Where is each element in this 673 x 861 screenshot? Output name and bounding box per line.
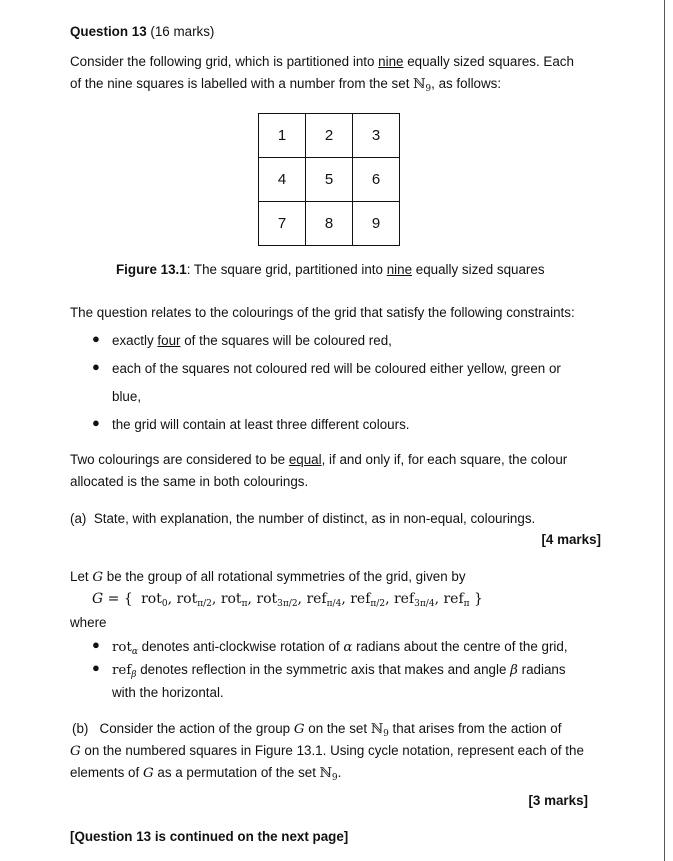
part-b-text: that arises from the action of [388, 721, 562, 736]
constraint-text: of the squares will be coloured red, [180, 333, 392, 348]
part-b-text: elements of [70, 765, 143, 780]
group-text: be the group of all rotational symmetries of the grid, given by [103, 569, 466, 584]
part-a [70, 508, 535, 529]
part-b-text: on the set [304, 721, 371, 736]
equation-close: } [469, 591, 483, 607]
constraints-lead: The question relates to the colourings of the grid that satisfy the following constraints: [70, 305, 575, 320]
continued-footer [70, 826, 348, 847]
group-element: rot [256, 591, 278, 607]
set-symbol: ℕ [370, 722, 384, 737]
alpha-symbol: α [343, 640, 353, 655]
where-rot [112, 636, 568, 658]
equal-definition-line-2: allocated is the same in both colourings. [70, 474, 309, 489]
grid-row [259, 202, 400, 246]
part-b-text: as a permutation of the set [153, 765, 320, 780]
equal-text: Two colourings are considered to be [70, 452, 289, 467]
footer-text: [Question 13 is continued on the next page] [70, 829, 349, 844]
part-a-marks [541, 529, 601, 550]
set-subscript: 9 [425, 84, 432, 94]
equal-text: , if and only if, for each square, the colour [321, 452, 568, 467]
question-header [70, 21, 214, 42]
group-definition-line-1 [70, 566, 466, 588]
equation-open: = { [103, 591, 138, 607]
grid-cell: 2 [306, 114, 353, 158]
where-ref-line-2: with the horizontal. [112, 685, 224, 700]
ref-subscript: β [131, 670, 137, 680]
caption-nine: nine [386, 262, 413, 277]
element-subscript: π/2 [197, 599, 212, 609]
grid-cell: 4 [259, 158, 306, 202]
part-b-line-3 [70, 762, 341, 784]
part-a-label: (a) [70, 511, 87, 526]
question-title: Question 13 [70, 24, 147, 39]
group-symbol: G [70, 744, 81, 759]
grid-cell: 3 [353, 114, 400, 158]
grid-cell: 6 [353, 158, 400, 202]
intro-text: equally sized squares. Each [403, 54, 574, 69]
rot-symbol: rot [112, 640, 132, 655]
group-element: ref [306, 591, 327, 607]
element-subscript: 3π/4 [414, 599, 435, 609]
set-symbol: ℕ [319, 766, 332, 781]
where-label: where [70, 615, 107, 630]
equal-definition-line-1 [70, 449, 567, 470]
part-b-line-2 [70, 740, 584, 762]
intro-line-1 [70, 51, 574, 72]
intro-nine: nine [378, 54, 404, 69]
question-marks: (16 marks) [150, 24, 215, 39]
constraint-3: the grid will contain at least three different colours. [112, 417, 410, 432]
group-element: ref [443, 591, 464, 607]
marks-label: [3 marks] [528, 793, 588, 808]
part-b-line-1 [72, 718, 561, 740]
figure-label: Figure 13.1 [116, 262, 187, 277]
grid-cell: 1 [259, 114, 306, 158]
set-subscript: 9 [331, 773, 338, 783]
intro-text: , as follows: [431, 76, 502, 91]
element-subscript: π [463, 599, 470, 609]
part-b-marks [528, 790, 588, 811]
beta-symbol: β [510, 663, 518, 678]
element-subscript: 3π/2 [277, 599, 298, 609]
page-edge-line [664, 0, 665, 861]
element-subscript: π/4 [326, 599, 342, 609]
group-element: rot [220, 591, 242, 607]
grid-cell: 9 [353, 202, 400, 246]
grid-cell: 5 [306, 158, 353, 202]
bullet-icon: ● [92, 637, 100, 652]
constraint-text: exactly [112, 333, 158, 348]
grid-cell: 8 [306, 202, 353, 246]
caption-text: : The square grid, partitioned into [186, 262, 387, 277]
bullet-icon: ● [92, 660, 100, 675]
element-subscript: 0 [161, 599, 168, 609]
part-b-text: on the numbered squares in Figure 13.1. Using cycle notation, represent each of the [80, 743, 584, 758]
part-b-text: Consider the action of the group [99, 721, 294, 736]
caption-text: equally sized squares [412, 262, 545, 277]
intro-text: Consider the following grid, which is partitioned into [70, 54, 379, 69]
constraint-1 [112, 330, 392, 351]
set-subscript: 9 [383, 729, 389, 739]
where-text: radians [517, 662, 566, 677]
figure-caption [116, 259, 545, 280]
group-equation: G = { rot$_0$, rot$_{\pi/2}$, rot$_\pi$, rot$_{3\pi/2}$, ref$_{\pi/4}$, ref$_{\pi/2}$, ref$_{3\pi/4}$, ref$_\pi$ } [92, 591, 483, 609]
where-ref [112, 659, 566, 681]
group-symbol: G [92, 570, 104, 585]
grid-cell: 7 [259, 202, 306, 246]
constraint-four: four [157, 333, 181, 348]
intro-text: of the nine squares is labelled with a number from the set [70, 76, 414, 91]
group-element: rot [141, 591, 162, 607]
group-text: Let [70, 569, 93, 584]
element-subscript: π/2 [370, 599, 386, 609]
ref-symbol: ref [112, 663, 132, 678]
part-b-label: (b) [72, 721, 89, 736]
where-text: denotes reflection in the symmetric axis that makes and angle [136, 662, 511, 677]
group-element: ref [393, 591, 415, 607]
bullet-icon: ● [92, 359, 100, 374]
group-element: ref [350, 591, 371, 607]
bullet-icon: ● [92, 415, 100, 430]
rot-subscript: α [131, 647, 138, 657]
grid-row [259, 114, 400, 158]
group-element: rot [176, 591, 198, 607]
bullet-icon: ● [92, 331, 100, 346]
where-text: denotes anti-clockwise rotation of [137, 639, 344, 654]
part-b-text: . [337, 765, 342, 780]
intro-line-2 [70, 73, 501, 95]
element-subscript: π [241, 599, 248, 609]
part-a-text: State, with explanation, the number of distinct, as in non-equal, colourings. [93, 511, 536, 526]
where-text: radians about the centre of the grid, [352, 639, 568, 654]
set-symbol: ℕ [413, 77, 426, 92]
constraint-2-line-2: blue, [112, 389, 142, 404]
group-symbol: G [293, 722, 305, 737]
constraint-2-line-1: each of the squares not coloured red will be coloured either yellow, green or [112, 361, 561, 376]
grid-row [259, 158, 400, 202]
group-symbol: G [142, 766, 154, 781]
number-grid [258, 113, 400, 246]
group-symbol: G [92, 591, 104, 607]
marks-label: [4 marks] [541, 532, 601, 547]
equal-word: equal [288, 452, 322, 467]
